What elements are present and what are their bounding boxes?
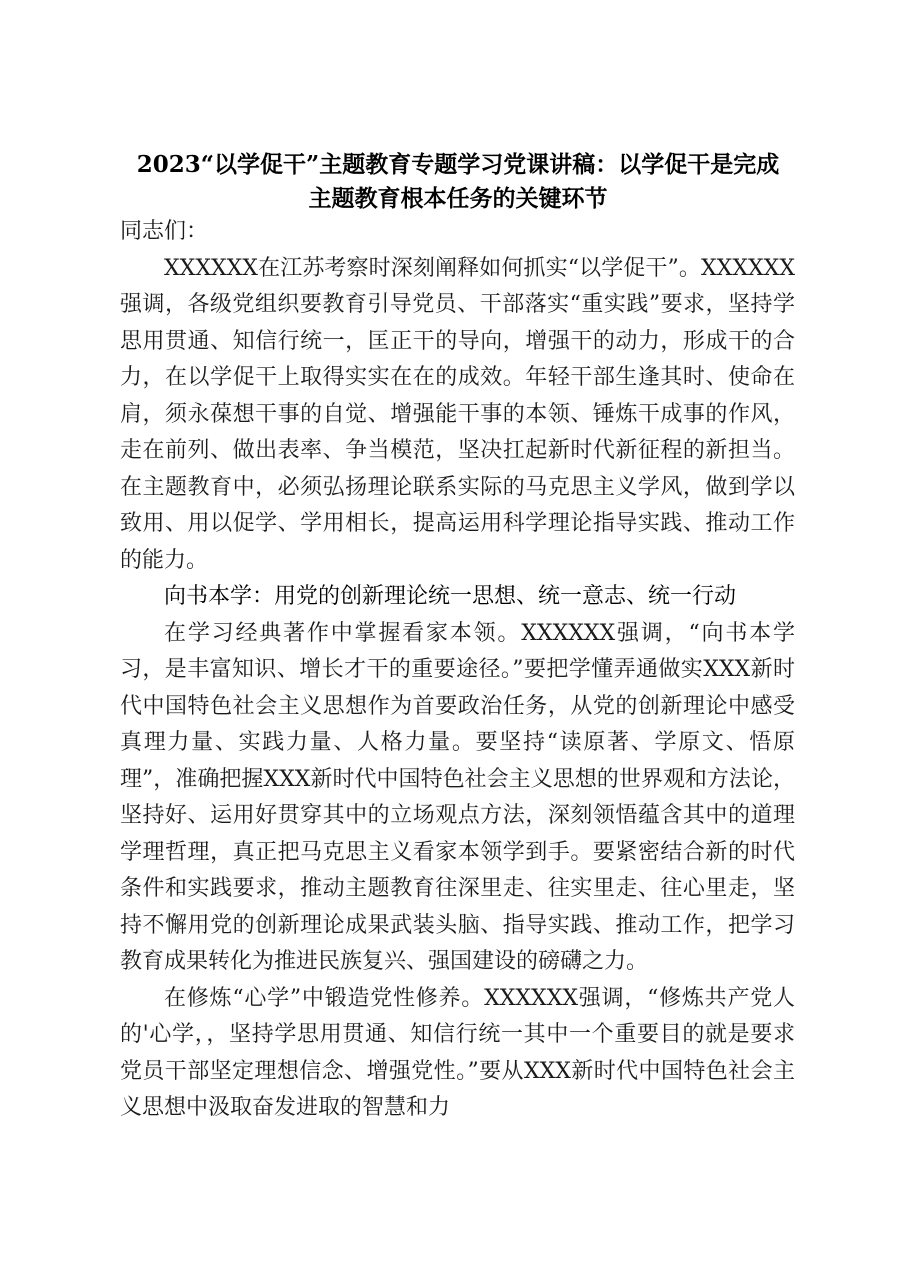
salutation: 同志们： [120,219,209,244]
title-line-2: 主题教育根本任务的关键环节 [308,185,608,212]
document-body [120,214,795,1127]
document-title [118,148,798,216]
section-paragraph-2: 在修炼“心学”中锻造党性修养。XXXXXX强调，“修炼共产党人的'心学，，坚持学思用贯通、知信行统一其中一个重要目的就是要求党员干部坚定理想信念、增强党性。”要从XXX新时代中国特色社会主义思想中汲取奋发进取的智慧和力 [120,985,795,1120]
section-heading: 向书本学：用党的创新理论统一思想、统一意志、统一行动 [164,584,737,609]
section-paragraph-1: 在学习经典著作中掌握看家本领。XXXXXX强调，“向书本学习，是丰富知识、增长才干的重要途径。”要把学懂弄通做实XXX新时代中国特色社会主义思想作为首要政治任务，从党的创新理论中感受真理力量、实践力量、人格力量。要坚持“读原著、学原文、悟原理”，准确把握XXX新时代中国特色社会主义思想的世界观和方法论，坚持好、运用好贯穿其中的立场观点方法，深刻领悟蕴含其中的道理学理哲理，真正把马克思主义看家本领学到手。要紧密结合新的时代条件和实践要求，推动主题教育往深里走、往实里走、往心里走，坚持不懈用党的创新理论成果武装头脑、指导实践、推动工作，把学习教育成果转化为推进民族复兴、强国建设的磅礴之力。 [120,620,795,974]
intro-paragraph: XXXXXX在江苏考察时深刻阐释如何抓实“以学促干”。XXXXXX强调，各级党组织要教育引导党员、干部落实“重实践”要求，坚持学思用贯通、知信行统一，匡正干的导向，增强干的动力，形成干的合力，在以学促干上取得实实在在的成效。年轻干部生逢其时、使命在肩，须永葆想干事的自觉、增强能干事的本领、锤炼干成事的作风，走在前列、做出表率、争当模范，坚决扛起新时代新征程的新担当。在主题教育中，必须弘扬理论联系实际的马克思主义学风，做到学以致用、用以促学、学用相长，提高运用科学理论指导实践、推动工作的能力。 [120,255,795,573]
title-line-1: 2023“以学促干”主题教育专题学习党课讲稿：以学促干是完成 [136,151,780,178]
